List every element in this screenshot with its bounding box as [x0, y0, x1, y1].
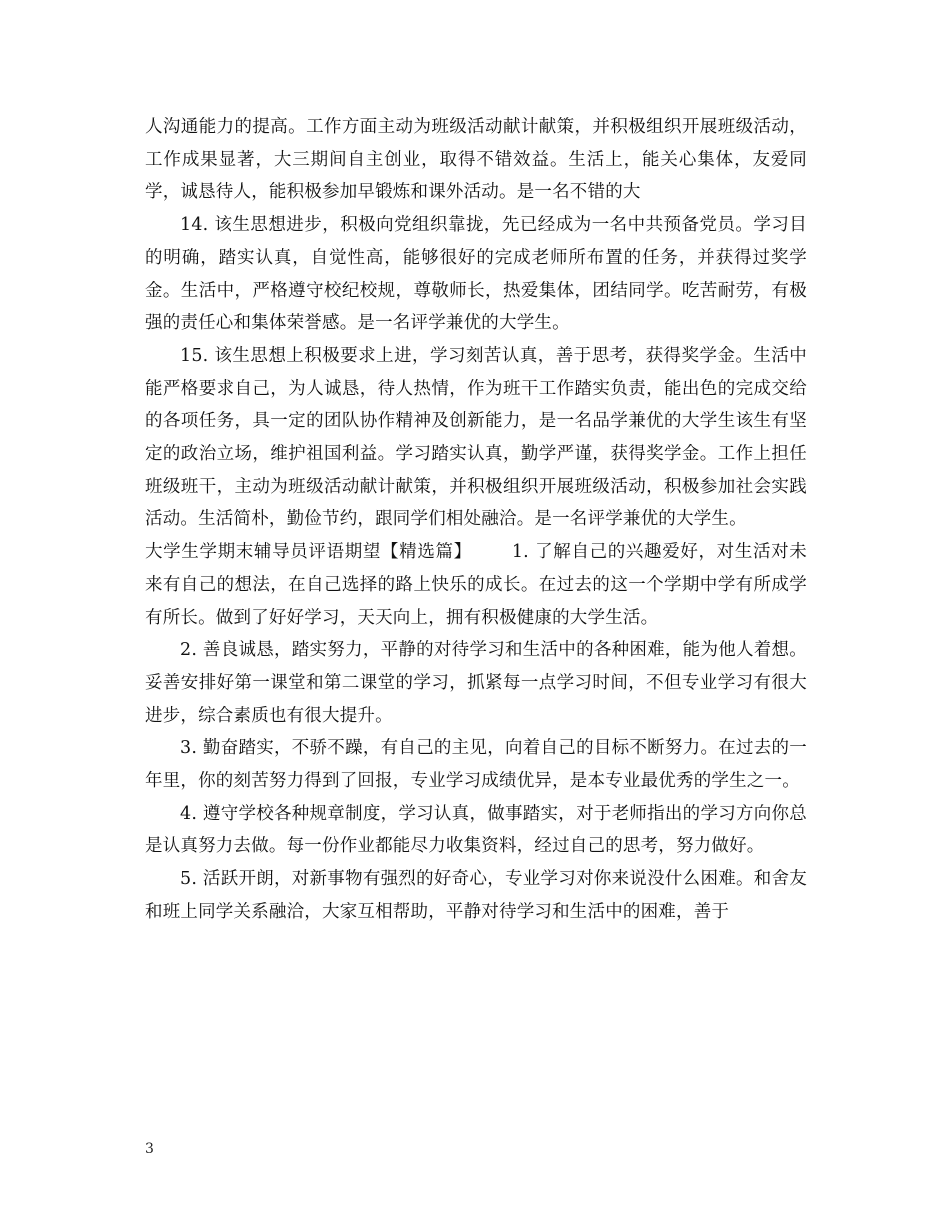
section-heading-paragraph: [145, 536, 807, 634]
section-title: 大学生学期末辅导员评语期望【精选篇】: [145, 542, 472, 563]
paragraph-item-15: 15. 该生思想上积极要求上进，学习刻苦认真，善于思考，获得奖学金。生活中能严格要求自己，为人诚恳，待人热情，作为班干工作踏实负责，能出色的完成交给的各项任务，具一定的团队协作精神及创新能力，是一名品学兼优的大学生该生有坚定的政治立场，维护祖国利益。学习踏实认真，勤学严谨，获得奖学金。工作上担任班级班干，主动为班级活动献计献策，并积极组织开展班级活动，积极参加社会实践活动。生活简朴，勤俭节约，跟同学们相处融洽。是一名评学兼优的大学生。: [145, 345, 807, 530]
section-first-item: 1. 了解自己的兴趣爱好，对生活对未来有自己的想法，在自己选择的路上快乐的成长。在过去的这一个学期中学有所成学有所长。做到了好好学习，天天向上，拥有积极健康的大学生活。: [145, 542, 808, 628]
paragraph-item-4: 4. 遵守学校各种规章制度，学习认真，做事踏实，对于老师指出的学习方向你总是认真努力去做。每一份作业都能尽力收集资料，经过自己的思考，努力做好。: [145, 803, 807, 857]
document-body: [145, 111, 807, 929]
page-number: 3: [145, 1141, 154, 1157]
paragraph-continued: 人沟通能力的提高。工作方面主动为班级活动献计献策，并积极组织开展班级活动，工作成果显著，大三期间自主创业，取得不错效益。生活上，能关心集体，友爱同学，诚恳待人，能积极参加早锻炼和课外活动。是一名不错的大: [145, 117, 807, 203]
paragraph-item-2: 2. 善良诚恳，踏实努力，平静的对待学习和生活中的各种困难，能为他人着想。妥善安排好第一课堂和第二课堂的学习，抓紧每一点学习时间，不但专业学习有很大进步，综合素质也有很大提升。: [145, 640, 807, 726]
paragraph-item-3: 3. 勤奋踏实，不骄不躁，有自己的主见，向着自己的目标不断努力。在过去的一年里，你的刻苦努力得到了回报，专业学习成绩优异，是本专业最优秀的学生之一。: [145, 738, 807, 792]
paragraph-item-14: 14. 该生思想进步，积极向党组织靠拢，先已经成为一名中共预备党员。学习目的明确，踏实认真，自觉性高，能够很好的完成老师所布置的任务，并获得过奖学金。生活中，严格遵守校纪校规，尊敬师长，热爱集体，团结同学。吃苦耐劳，有极强的责任心和集体荣誉感。是一名评学兼优的大学生。: [145, 215, 807, 334]
paragraph-item-5: 5. 活跃开朗，对新事物有强烈的好奇心，专业学习对你来说没什么困难。和舍友和班上同学关系融洽，大家互相帮助，平静对待学习和生活中的困难，善于: [145, 869, 807, 922]
